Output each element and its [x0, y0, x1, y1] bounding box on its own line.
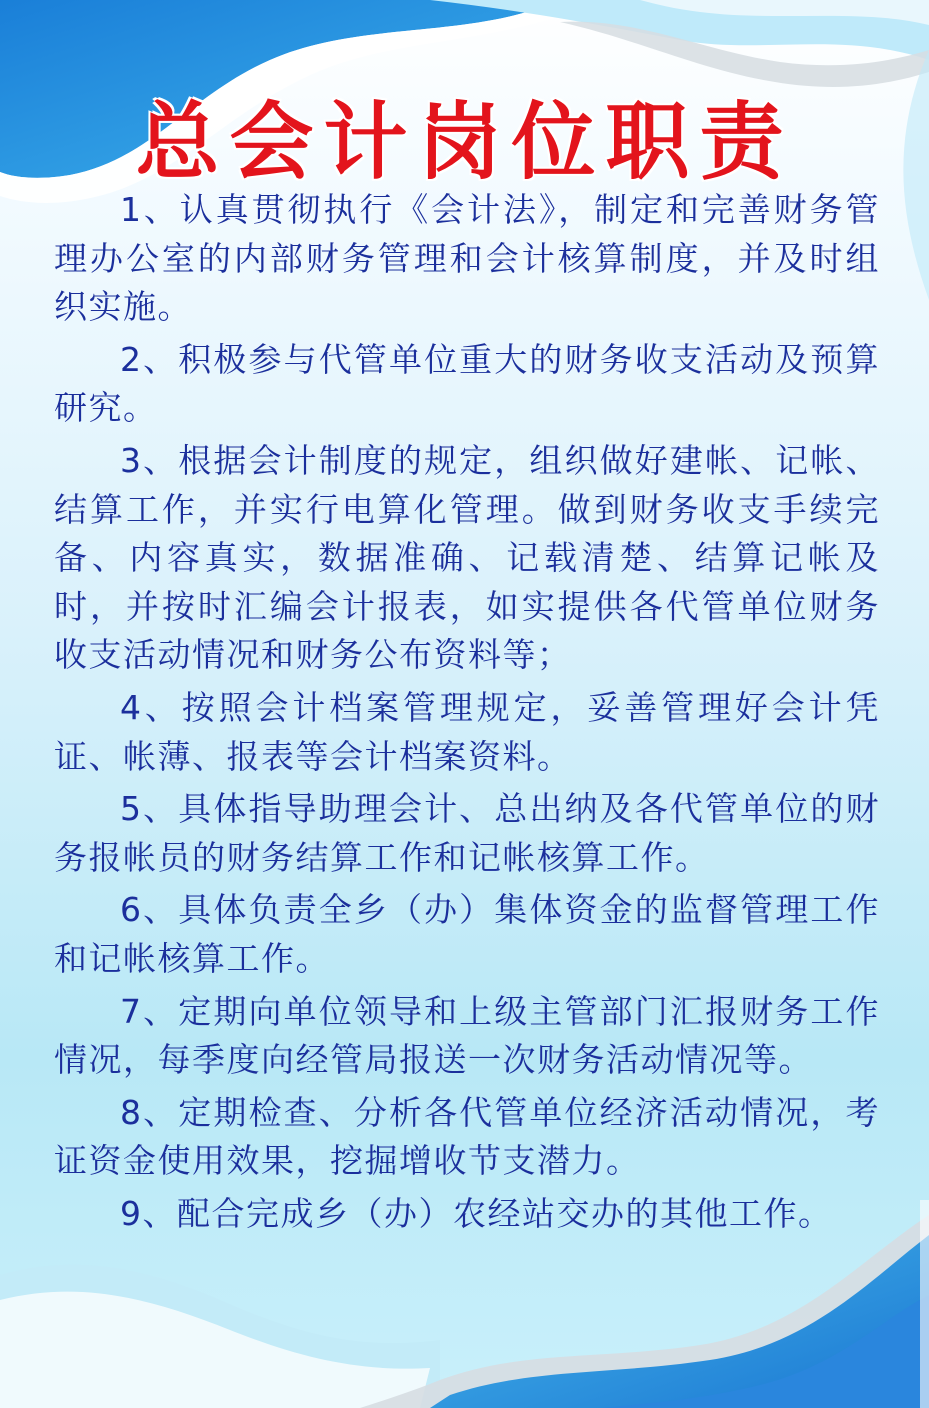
duty-item-1: 1、认真贯彻执行《会计法》，制定和完善财务管理办公室的内部财务管理和会计核算制度，并及时组织实施。 [54, 190, 880, 327]
duty-item-3: 3、根据会计制度的规定，组织做好建帐、记帐、结算工作，并实行电算化管理。做到财务收支手续完备、内容真实，数据准确、记载清楚、结算记帐及时，并按时汇编会计报表，如实提供各代管单位财务收支活动情况和财务公布资料等； [54, 440, 880, 675]
poster-title: 总会计岗位职责 [135, 93, 794, 191]
duty-list [54, 186, 880, 1238]
duty-item-7: 7、定期向单位领导和上级主管部门汇报财务工作情况，每季度向经管局报送一次财务活动情况等。 [54, 991, 880, 1080]
duty-item-6: 6、具体负责全乡（办）集体资金的监督管理工作和记帐核算工作。 [54, 890, 880, 978]
duty-item-4: 4、按照会计档案管理规定，妥善管理好会计凭证、帐薄、报表等会计档案资料。 [54, 687, 880, 776]
duty-item-2: 2、积极参与代管单位重大的财务收支活动及预算研究。 [54, 339, 880, 428]
duty-item-9: 9、配合完成乡（办）农经站交办的其他工作。 [120, 1193, 833, 1233]
duty-item-8: 8、定期检查、分析各代管单位经济活动情况，考证资金使用效果，挖掘增收节支潜力。 [54, 1092, 880, 1181]
duty-item-5: 5、具体指导助理会计、总出纳及各代管单位的财务报帐员的财务结算工作和记帐核算工作。 [54, 789, 880, 877]
